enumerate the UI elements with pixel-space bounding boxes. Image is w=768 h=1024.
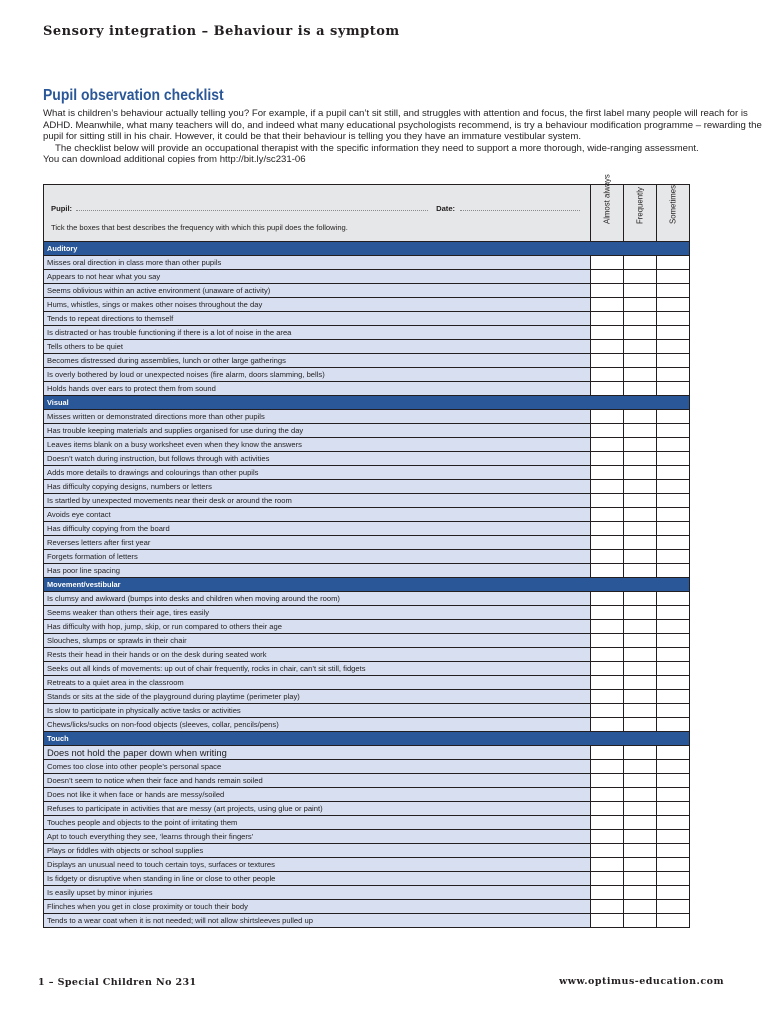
checklist-item-row — [44, 564, 690, 578]
checklist-item-row — [44, 662, 690, 676]
tick-box-frequently[interactable] — [624, 438, 657, 452]
tick-box-frequently[interactable] — [624, 270, 657, 284]
category-row-touch — [44, 732, 690, 746]
tick-box-sometimes[interactable] — [657, 326, 690, 340]
tick-box-sometimes[interactable] — [657, 606, 690, 620]
tick-box-frequently[interactable] — [624, 886, 657, 900]
column-header-frequently: Frequently — [624, 185, 657, 242]
category-row-visual — [44, 396, 690, 410]
tick-box-frequently[interactable] — [624, 256, 657, 270]
tick-box-sometimes[interactable] — [657, 802, 690, 816]
tick-box-sometimes[interactable] — [657, 550, 690, 564]
checklist-item-row — [44, 326, 690, 340]
form-header-row — [44, 185, 690, 242]
behaviour-label: Tells others to be quiet — [44, 340, 591, 354]
tick-box-almost-always[interactable] — [591, 256, 624, 270]
tick-box-sometimes[interactable] — [657, 508, 690, 522]
checklist-item-row — [44, 690, 690, 704]
tick-box-almost-always[interactable] — [591, 900, 624, 914]
tick-box-almost-always[interactable] — [591, 718, 624, 732]
tick-box-sometimes[interactable] — [657, 718, 690, 732]
tick-box-frequently[interactable] — [624, 900, 657, 914]
checklist-item-row — [44, 830, 690, 844]
checklist-item-row — [44, 914, 690, 928]
behaviour-label: Doesn’t watch during instruction, but follows through with activities — [44, 452, 591, 466]
tick-box-frequently[interactable] — [624, 718, 657, 732]
tick-box-almost-always[interactable] — [591, 326, 624, 340]
behaviour-label: Is startled by unexpected movements near their desk or around the room — [44, 494, 591, 508]
tick-box-almost-always[interactable] — [591, 354, 624, 368]
checklist-item-row — [44, 718, 690, 732]
tick-box-sometimes[interactable] — [657, 634, 690, 648]
tick-box-frequently[interactable] — [624, 634, 657, 648]
behaviour-label: Appears to not hear what you say — [44, 270, 591, 284]
checklist-item-row — [44, 760, 690, 774]
tick-box-almost-always[interactable] — [591, 690, 624, 704]
checklist-item-row — [44, 886, 690, 900]
intro-line: ADHD. Meanwhile, what many teachers will do, and indeed what many educational psychologists recommend, is try a behaviour modification programme – rewarding the — [43, 119, 762, 131]
checklist-item-row — [44, 774, 690, 788]
checklist-item-row — [44, 648, 690, 662]
tick-box-almost-always[interactable] — [591, 550, 624, 564]
tick-box-sometimes[interactable] — [657, 620, 690, 634]
pupil-info-cell — [44, 185, 591, 242]
checklist-item-row — [44, 410, 690, 424]
behaviour-label: Tends to repeat directions to themself — [44, 312, 591, 326]
behaviour-label: Rests their head in their hands or on the desk during seated work — [44, 648, 591, 662]
behaviour-label: Does not hold the paper down when writing — [44, 746, 591, 760]
tick-box-almost-always[interactable] — [591, 494, 624, 508]
tick-box-almost-always[interactable] — [591, 424, 624, 438]
download-link-text: You can download additional copies from http://bit.ly/sc231-06 — [43, 154, 306, 166]
column-header-sometimes: Sometimes — [657, 185, 690, 242]
tick-box-sometimes[interactable] — [657, 382, 690, 396]
tick-box-frequently[interactable] — [624, 788, 657, 802]
tick-box-sometimes[interactable] — [657, 536, 690, 550]
tick-box-frequently[interactable] — [624, 466, 657, 480]
checklist-item-row — [44, 858, 690, 872]
tick-box-almost-always[interactable] — [591, 368, 624, 382]
behaviour-label: Is clumsy and awkward (bumps into desks and children when moving around the room) — [44, 592, 591, 606]
checklist-item-row — [44, 354, 690, 368]
behaviour-label: Hums, whistles, sings or makes other noises throughout the day — [44, 298, 591, 312]
behaviour-label: Avoids eye contact — [44, 508, 591, 522]
tick-box-frequently[interactable] — [624, 536, 657, 550]
behaviour-label: Comes too close into other people’s personal space — [44, 760, 591, 774]
tick-box-almost-always[interactable] — [591, 704, 624, 718]
tick-box-frequently[interactable] — [624, 620, 657, 634]
tick-box-sometimes[interactable] — [657, 662, 690, 676]
tick-box-almost-always[interactable] — [591, 536, 624, 550]
tick-box-almost-always[interactable] — [591, 914, 624, 928]
checklist-item-row — [44, 704, 690, 718]
tick-box-sometimes[interactable] — [657, 914, 690, 928]
behaviour-label: Has trouble keeping materials and supplies organised for use during the day — [44, 424, 591, 438]
checklist-item-row — [44, 788, 690, 802]
category-heading: Movement/vestibular — [44, 578, 690, 592]
tick-box-frequently[interactable] — [624, 816, 657, 830]
tick-box-frequently[interactable] — [624, 802, 657, 816]
tick-box-frequently[interactable] — [624, 774, 657, 788]
tick-box-frequently[interactable] — [624, 844, 657, 858]
tick-box-frequently[interactable] — [624, 326, 657, 340]
behaviour-label: Has difficulty copying designs, numbers or letters — [44, 480, 591, 494]
tick-box-frequently[interactable] — [624, 550, 657, 564]
tick-box-almost-always[interactable] — [591, 382, 624, 396]
tick-box-frequently[interactable] — [624, 746, 657, 760]
behaviour-label: Is slow to participate in physically active tasks or activities — [44, 704, 591, 718]
tick-box-frequently[interactable] — [624, 312, 657, 326]
tick-box-frequently[interactable] — [624, 872, 657, 886]
behaviour-label: Seems oblivious within an active environment (unaware of activity) — [44, 284, 591, 298]
tick-box-sometimes[interactable] — [657, 872, 690, 886]
tick-box-almost-always[interactable] — [591, 620, 624, 634]
tick-box-almost-always[interactable] — [591, 508, 624, 522]
behaviour-label: Slouches, slumps or sprawls in their chair — [44, 634, 591, 648]
tick-box-almost-always[interactable] — [591, 522, 624, 536]
tick-box-sometimes[interactable] — [657, 494, 690, 508]
behaviour-label: Seems weaker than others their age, tires easily — [44, 606, 591, 620]
tick-box-sometimes[interactable] — [657, 858, 690, 872]
tick-box-sometimes[interactable] — [657, 676, 690, 690]
tick-box-sometimes[interactable] — [657, 298, 690, 312]
behaviour-label: Apt to touch everything they see, ‘learns through their fingers’ — [44, 830, 591, 844]
tick-box-frequently[interactable] — [624, 858, 657, 872]
tick-box-almost-always[interactable] — [591, 886, 624, 900]
checklist-item-row — [44, 494, 690, 508]
footer-website: www.optimus-education.com — [559, 976, 724, 987]
intro-checklist-note: The checklist below will provide an occupational therapist with the specific information they need to support a more thorough, wide-ranging assessment. — [55, 142, 699, 154]
tick-box-sometimes[interactable] — [657, 816, 690, 830]
tick-box-frequently[interactable] — [624, 690, 657, 704]
checklist-item-row — [44, 270, 690, 284]
checklist-item-row — [44, 746, 690, 760]
date-field[interactable] — [460, 203, 580, 211]
tick-box-almost-always[interactable] — [591, 872, 624, 886]
checklist-item-row — [44, 676, 690, 690]
behaviour-label: Has poor line spacing — [44, 564, 591, 578]
checklist-item-row — [44, 536, 690, 550]
behaviour-label: Has difficulty copying from the board — [44, 522, 591, 536]
tick-box-almost-always[interactable] — [591, 816, 624, 830]
tick-box-frequently[interactable] — [624, 676, 657, 690]
tick-box-almost-always[interactable] — [591, 480, 624, 494]
tick-box-sometimes[interactable] — [657, 312, 690, 326]
tick-box-frequently[interactable] — [624, 368, 657, 382]
checklist-item-row — [44, 368, 690, 382]
checklist-item-row — [44, 844, 690, 858]
tick-box-almost-always[interactable] — [591, 284, 624, 298]
tick-box-sometimes[interactable] — [657, 368, 690, 382]
tick-box-sometimes[interactable] — [657, 480, 690, 494]
tick-box-sometimes[interactable] — [657, 900, 690, 914]
tick-box-almost-always[interactable] — [591, 676, 624, 690]
behaviour-label: Tends to a wear coat when it is not needed; will not allow shirtsleeves pulled up — [44, 914, 591, 928]
tick-box-almost-always[interactable] — [591, 662, 624, 676]
checklist-item-row — [44, 522, 690, 536]
behaviour-label: Touches people and objects to the point of irritating them — [44, 816, 591, 830]
tick-box-frequently[interactable] — [624, 424, 657, 438]
tick-box-sometimes[interactable] — [657, 886, 690, 900]
tick-box-almost-always[interactable] — [591, 830, 624, 844]
checklist-item-row — [44, 606, 690, 620]
checklist-item-row — [44, 438, 690, 452]
tick-box-almost-always[interactable] — [591, 746, 624, 760]
tick-box-almost-always[interactable] — [591, 606, 624, 620]
tick-box-sometimes[interactable] — [657, 704, 690, 718]
tick-box-sometimes[interactable] — [657, 690, 690, 704]
tick-box-almost-always[interactable] — [591, 592, 624, 606]
checklist-item-row — [44, 466, 690, 480]
checklist-item-row — [44, 900, 690, 914]
tick-box-frequently[interactable] — [624, 382, 657, 396]
page-footer-info: 1 – Special Children No 231 — [38, 977, 197, 988]
tick-box-almost-always[interactable] — [591, 270, 624, 284]
intro-line: What is children’s behaviour actually telling you? For example, if a pupil can’t sit still, and struggles with attention and focus, the first label many people will reach for is — [43, 108, 748, 119]
checklist-item-row — [44, 480, 690, 494]
tick-box-frequently[interactable] — [624, 354, 657, 368]
category-heading: Visual — [44, 396, 690, 410]
pupil-label: Pupil: — [51, 204, 73, 213]
behaviour-label: Misses oral direction in class more than other pupils — [44, 256, 591, 270]
tick-box-almost-always[interactable] — [591, 760, 624, 774]
tick-box-sometimes[interactable] — [657, 522, 690, 536]
running-header: Sensory integration – Behaviour is a symptom — [43, 24, 400, 39]
behaviour-label: Is easily upset by minor injuries — [44, 886, 591, 900]
column-header-almost-always: Almost always — [591, 185, 624, 242]
tick-box-almost-always[interactable] — [591, 466, 624, 480]
tick-box-frequently[interactable] — [624, 914, 657, 928]
checklist-item-row — [44, 284, 690, 298]
tick-box-frequently[interactable] — [624, 606, 657, 620]
tick-box-frequently[interactable] — [624, 760, 657, 774]
tick-box-sometimes[interactable] — [657, 438, 690, 452]
behaviour-label: Is fidgety or disruptive when standing in line or close to other people — [44, 872, 591, 886]
tick-box-frequently[interactable] — [624, 522, 657, 536]
tick-box-sometimes[interactable] — [657, 830, 690, 844]
tick-box-frequently[interactable] — [624, 564, 657, 578]
behaviour-label: Holds hands over ears to protect them from sound — [44, 382, 591, 396]
tick-box-almost-always[interactable] — [591, 844, 624, 858]
intro-line: pupil for sitting still in his chair. However, it could be that their behaviour is telling you they have an immature vestibular system. — [43, 131, 582, 143]
checklist-item-row — [44, 452, 690, 466]
category-heading: Auditory — [44, 242, 690, 256]
tick-box-frequently[interactable] — [624, 480, 657, 494]
checklist-item-row — [44, 312, 690, 326]
checklist-item-row — [44, 816, 690, 830]
tick-box-frequently[interactable] — [624, 662, 657, 676]
tick-box-frequently[interactable] — [624, 648, 657, 662]
behaviour-label: Leaves items blank on a busy worksheet even when they know the answers — [44, 438, 591, 452]
checklist-item-row — [44, 340, 690, 354]
tick-box-almost-always[interactable] — [591, 452, 624, 466]
behaviour-label: Displays an unusual need to touch certain toys, surfaces or textures — [44, 858, 591, 872]
checklist-item-row — [44, 802, 690, 816]
checklist-item-row — [44, 508, 690, 522]
tick-box-almost-always[interactable] — [591, 298, 624, 312]
checklist-item-row — [44, 620, 690, 634]
checklist-item-row — [44, 298, 690, 312]
tick-box-frequently[interactable] — [624, 340, 657, 354]
tick-box-almost-always[interactable] — [591, 648, 624, 662]
behaviour-label: Doesn’t seem to notice when their face and hands remain soiled — [44, 774, 591, 788]
tick-box-almost-always[interactable] — [591, 340, 624, 354]
intro-text — [43, 108, 763, 166]
tick-box-sometimes[interactable] — [657, 760, 690, 774]
behaviour-label: Retreats to a quiet area in the classroom — [44, 676, 591, 690]
behaviour-label: Is distracted or has trouble functioning if there is a lot of noise in the area — [44, 326, 591, 340]
tick-box-frequently[interactable] — [624, 704, 657, 718]
tick-box-sometimes[interactable] — [657, 648, 690, 662]
checklist-item-row — [44, 424, 690, 438]
tick-box-almost-always[interactable] — [591, 438, 624, 452]
behaviour-label: Flinches when you get in close proximity or touch their body — [44, 900, 591, 914]
tick-box-frequently[interactable] — [624, 284, 657, 298]
behaviour-label: Adds more details to drawings and colourings than other pupils — [44, 466, 591, 480]
checklist-item-row — [44, 592, 690, 606]
tick-box-sometimes[interactable] — [657, 340, 690, 354]
behaviour-label: Does not like it when face or hands are messy/soiled — [44, 788, 591, 802]
tick-box-frequently[interactable] — [624, 508, 657, 522]
tick-box-sometimes[interactable] — [657, 564, 690, 578]
tick-box-sometimes[interactable] — [657, 844, 690, 858]
behaviour-label: Has difficulty with hop, jump, skip, or run compared to others their age — [44, 620, 591, 634]
tick-box-sometimes[interactable] — [657, 270, 690, 284]
tick-box-almost-always[interactable] — [591, 634, 624, 648]
category-heading: Touch — [44, 732, 690, 746]
tick-box-frequently[interactable] — [624, 452, 657, 466]
behaviour-label: Is overly bothered by loud or unexpected noises (fire alarm, doors slamming, bells) — [44, 368, 591, 382]
checklist-item-row — [44, 256, 690, 270]
tick-box-almost-always[interactable] — [591, 774, 624, 788]
checklist-item-row — [44, 872, 690, 886]
checklist-item-row — [44, 634, 690, 648]
tick-box-frequently[interactable] — [624, 410, 657, 424]
tick-box-almost-always[interactable] — [591, 858, 624, 872]
tick-box-frequently[interactable] — [624, 830, 657, 844]
observation-checklist-table — [43, 174, 690, 928]
tick-box-sometimes[interactable] — [657, 424, 690, 438]
pupil-name-field[interactable] — [76, 203, 428, 211]
behaviour-label: Becomes distressed during assemblies, lunch or other large gatherings — [44, 354, 591, 368]
tick-box-sometimes[interactable] — [657, 466, 690, 480]
category-row-auditory — [44, 242, 690, 256]
tick-box-sometimes[interactable] — [657, 788, 690, 802]
behaviour-label: Seeks out all kinds of movements: up out of chair frequently, rocks in chair, can’t sit still, fidgets — [44, 662, 591, 676]
instruction-text: Tick the boxes that best describes the frequency with which this pupil does the following. — [51, 223, 348, 232]
tick-box-sometimes[interactable] — [657, 746, 690, 760]
tick-box-sometimes[interactable] — [657, 354, 690, 368]
behaviour-label: Chews/licks/sucks on non-food objects (sleeves, collar, pencils/pens) — [44, 718, 591, 732]
checklist-item-row — [44, 550, 690, 564]
category-row-movement-vestibular — [44, 578, 690, 592]
tick-box-frequently[interactable] — [624, 494, 657, 508]
behaviour-label: Plays or fiddles with objects or school supplies — [44, 844, 591, 858]
tick-box-sometimes[interactable] — [657, 256, 690, 270]
tick-box-almost-always[interactable] — [591, 312, 624, 326]
tick-box-sometimes[interactable] — [657, 592, 690, 606]
tick-box-almost-always[interactable] — [591, 788, 624, 802]
date-label: Date: — [436, 204, 456, 213]
tick-box-sometimes[interactable] — [657, 284, 690, 298]
behaviour-label: Stands or sits at the side of the playground during playtime (perimeter play) — [44, 690, 591, 704]
tick-box-almost-always[interactable] — [591, 802, 624, 816]
checklist-item-row — [44, 382, 690, 396]
tick-box-sometimes[interactable] — [657, 410, 690, 424]
behaviour-label: Refuses to participate in activities that are messy (art projects, using glue or paint) — [44, 802, 591, 816]
tick-box-frequently[interactable] — [624, 298, 657, 312]
tick-box-almost-always[interactable] — [591, 410, 624, 424]
tick-box-frequently[interactable] — [624, 592, 657, 606]
behaviour-label: Forgets formation of letters — [44, 550, 591, 564]
behaviour-label: Misses written or demonstrated directions more than other pupils — [44, 410, 591, 424]
tick-box-sometimes[interactable] — [657, 774, 690, 788]
tick-box-almost-always[interactable] — [591, 564, 624, 578]
behaviour-label: Reverses letters after first year — [44, 536, 591, 550]
tick-box-sometimes[interactable] — [657, 452, 690, 466]
checklist-title: Pupil observation checklist — [43, 87, 224, 104]
